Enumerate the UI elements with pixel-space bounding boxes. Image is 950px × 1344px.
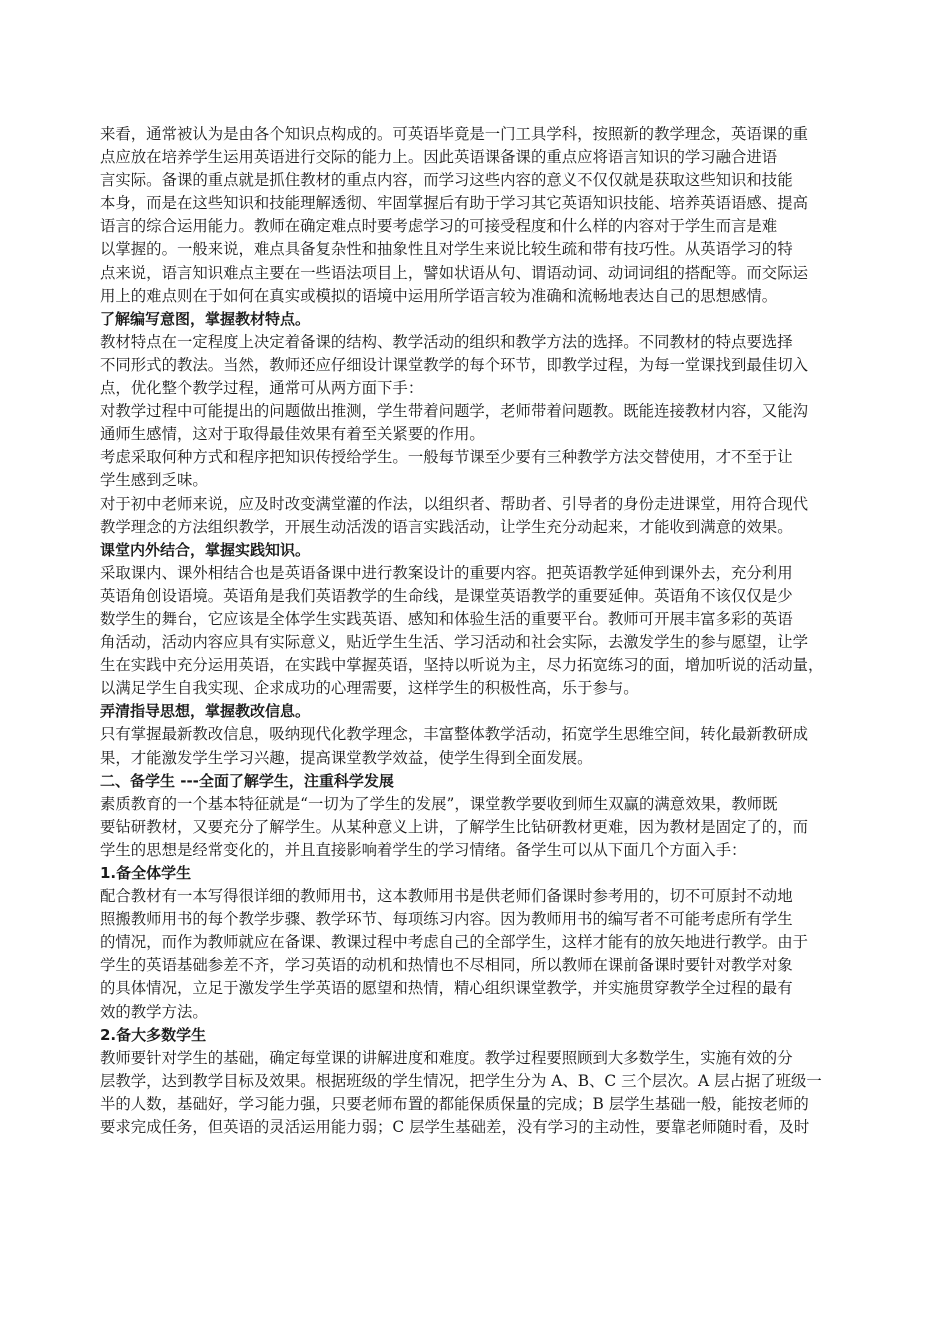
text-line: 果，才能激发学生学习兴趣，提高课堂教学效益，使学生得到全面发展。 (100, 748, 593, 767)
text-line: 数学生的舞台，它应该是全体学生实践英语、感知和体验生活的重要平台。教师可开展丰富多彩的英语 (100, 609, 793, 628)
text-line: 效的教学方法。 (100, 1002, 208, 1021)
text-line: 以满足学生自我实现、企求成功的心理需要，这样学生的积极性高，乐于参与。 (100, 679, 639, 698)
text-line: 学生的思想是经常变化的，并且直接影响着学生的学习情绪。备学生可以从下面几个方面入手： (100, 840, 747, 859)
text-line: 教师要针对学生的基础，确定每堂课的讲解进度和难度。教学过程要照顾到大多数学生，实施有效的分 (100, 1048, 793, 1067)
text-line: 的具体情况，立足于激发学生学英语的愿望和热情，精心组织课堂教学，并实施贯穿教学全过程的最有 (100, 979, 793, 998)
section-heading: 2.备大多数学生 (100, 1025, 207, 1044)
text-line: 对教学过程中可能提出的问题做出推测，学生带着问题学，老师带着问题教。既能连接教材内容，又能沟 (100, 402, 808, 421)
text-line: 不同形式的教法。当然，教师还应仔细设计课堂教学的每个环节，即教学过程，为每一堂课找到最佳切入 (100, 355, 808, 374)
text-line: 的情况，而作为教师就应在备课、教课过程中考虑自己的全部学生，这样才能有的放矢地进行教学。由于 (100, 933, 808, 952)
text-line: 层教学，达到教学目标及效果。根据班级的学生情况，把学生分为 A、B、C 三个层次。A 层占据了班级一 (100, 1071, 822, 1090)
text-line: 本身，而是在这些知识和技能理解透彻、牢固掌握后有助于学习其它英语知识技能、培养英语语感、提高 (100, 194, 808, 213)
text-line: 半的人数，基础好，学习能力强，只要老师布置的都能保质保量的完成；B 层学生基础一般，能按老师的 (100, 1094, 809, 1113)
text-line: 照搬教师用书的每个教学步骤、教学环节、每项练习内容。因为教师用书的编写者不可能考虑所有学生 (100, 910, 793, 929)
text-line: 素质教育的一个基本特征就是“一切为了学生的发展”，课堂教学要收到师生双赢的满意效果，教师既 (100, 794, 778, 813)
text-line: 角活动，活动内容应具有实际意义，贴近学生生活、学习活动和社会实际，去激发学生的参与愿望，让学 (100, 633, 808, 652)
text-line: 言实际。备课的重点就是抓住教材的重点内容，而学习这些内容的意义不仅仅就是获取这些知识和技能 (100, 171, 793, 190)
section-heading: 1.备全体学生 (100, 864, 192, 882)
text-line: 教学理念的方法组织教学，开展生动活泼的语言实践活动，让学生充分动起来，才能收到满意的效果。 (100, 517, 793, 536)
text-line: 只有掌握最新教改信息，吸纳现代化教学理念，丰富整体教学活动，拓宽学生思维空间，转化最新教研成 (100, 725, 808, 744)
text-line: 点来说，语言知识难点主要在一些语法项目上，譬如状语从句、谓语动词、动词词组的搭配等。而交际运 (100, 263, 808, 282)
text-line: 教材特点在一定程度上决定着备课的结构、教学活动的组织和教学方法的选择。不同教材的特点要选择 (100, 332, 793, 351)
text-line: 通师生感情，这对于取得最佳效果有着至关紧要的作用。 (100, 425, 485, 444)
text-line: 对于初中老师来说，应及时改变满堂灌的作法，以组织者、帮助者、引导者的身份走进课堂，用符合现代 (100, 494, 808, 513)
section-heading: 课堂内外结合，掌握实践知识。 (100, 540, 311, 559)
text-line: 配合教材有一本写得很详细的教师用书，这本教师用书是供老师们备课时参考用的，切不可原封不动地 (100, 887, 793, 906)
text-line: 语言的综合运用能力。教师在确定难点时要考虑学习的可接受程度和什么样的内容对于学生而言是难 (100, 217, 778, 236)
text-line: 采取课内、课外相结合也是英语备课中进行教案设计的重要内容。把英语教学延伸到课外去，充分利用 (100, 563, 793, 582)
text-line: 学生感到乏味。 (100, 471, 208, 490)
text-line: 生在实践中充分运用英语，在实践中掌握英语，坚持以听说为主，尽力拓宽练习的面，增加听说的活动量， (100, 656, 824, 675)
text-line: 来看，通常被认为是由各个知识点构成的。可英语毕竟是一门工具学科，按照新的教学理念，英语课的重 (100, 125, 808, 143)
section-heading: 弄清指导思想，掌握教改信息。 (100, 702, 311, 721)
text-line: 用上的难点则在于如何在真实或模拟的语境中运用所学语言较为准确和流畅地表达自己的思想感情。 (100, 286, 778, 305)
text-line: 考虑采取何种方式和程序把知识传授给学生。一般每节课至少要有三种教学方法交替使用，才不至于让 (100, 448, 793, 467)
text-line: 英语角创设语境。英语角是我们英语教学的生命线，是课堂英语教学的重要延伸。英语角不该仅仅是少 (100, 586, 793, 605)
document-body (100, 123, 862, 1139)
text-line: 要求完成任务，但英语的灵活运用能力弱；C 层学生基础差，没有学习的主动性，要靠老师随时看，及时 (100, 1118, 810, 1137)
text-line: 点，优化整个教学过程，通常可从两方面下手： (100, 379, 424, 398)
section-heading: 二、备学生 ---全面了解学生，注重科学发展 (100, 771, 394, 790)
text-line: 点应放在培养学生运用英语进行交际的能力上。因此英语课备课的重点应将语言知识的学习融合进语 (100, 148, 778, 167)
section-heading: 了解编写意图，掌握教材特点。 (100, 309, 311, 328)
text-line: 要钻研教材，又要充分了解学生。从某种意义上讲，了解学生比钻研教材更难，因为教材是固定了的，而 (100, 817, 808, 836)
text-line: 学生的英语基础参差不齐，学习英语的动机和热情也不尽相同，所以教师在课前备课时要针对教学对象 (100, 956, 793, 975)
text-line: 以掌握的。一般来说，难点具备复杂性和抽象性且对学生来说比较生疏和带有技巧性。从英语学习的特 (100, 240, 793, 259)
